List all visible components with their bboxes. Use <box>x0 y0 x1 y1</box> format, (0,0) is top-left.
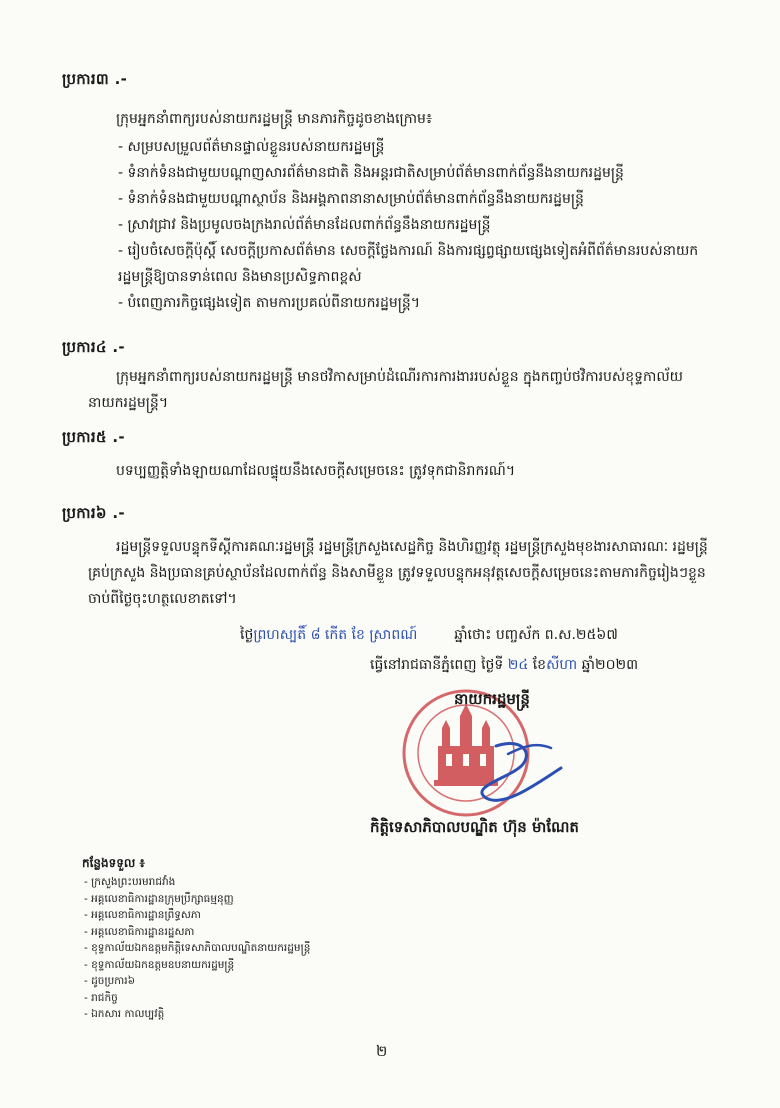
list-item: - អគ្គលេខាធិការដ្ឋានក្រុមប្រឹក្សាធម្មនុញ្ញ <box>84 892 234 905</box>
article-4-text: ក្រុមអ្នកនាំពាក្យរបស់នាយករដ្ឋមន្ត្រី មានថវិកាសម្រាប់ដំណើរការការងាររបស់ខ្លួន ក្នុងកញ្ចប់ថវិការបស់ខុទ្ទកាល័យនាយករដ្ឋមន្ត្រី។ <box>88 369 683 411</box>
article-3-intro: ក្រុមអ្នកនាំពាក្យរបស់នាយករដ្ឋមន្ត្រី មានភារកិច្ចដូចខាងក្រោម៖ <box>116 111 433 127</box>
lunar-day: ព្រហស្បតិ៍ ៨ កើត ខែ ស្រាពណ៍ <box>253 627 418 643</box>
month-prefix: ខែ <box>532 657 547 673</box>
article-4-heading: ប្រការ៤ .- <box>62 338 125 356</box>
date-year: ឆ្នាំ២០២៣ <box>581 657 639 673</box>
page-number: ២ <box>376 1042 388 1060</box>
list-item: - ក្រសួងព្រះបរមរាជវាំង <box>84 876 176 888</box>
list-item: - រៀបចំសេចក្ដីប៉ុស្ដិ៍ សេចក្ដីប្រកាសព័ត៌មាន សេចក្ដីថ្លែងការណ៍ និងការផ្សព្វផ្សាយផ្សេងទៀតអំពីព័ត៌មានរបស់នាយករដ្ឋមន្ត្រីឱ្យបានទាន់ពេល និងមានប្រសិទ្ធភាពខ្ពស់ <box>118 243 699 285</box>
list-item: - សម្របសម្រួលព័ត៌មានផ្ទាល់ខ្លួនរបស់នាយករដ្ឋមន្ត្រី <box>118 139 385 155</box>
list-item: - ដូចប្រការ៦ <box>84 975 136 987</box>
gregorian-date-line <box>370 654 638 676</box>
list-item: - ឯកសារ កាលប្បវត្តិ <box>84 1008 165 1020</box>
list-item: - ខុទ្ទកាល័យឯកឧត្តមកិត្តិទេសាភិបាលបណ្ឌិតនាយករដ្ឋមន្ត្រី <box>84 942 311 954</box>
list-item: - អគ្គលេខាធិការដ្ឋានព្រឹទ្ធសភា <box>84 909 201 921</box>
article-6-text: រដ្ឋមន្ត្រីទទួលបន្ទុកទីស្ដីការគណៈរដ្ឋមន្ត្រី រដ្ឋមន្ត្រីក្រសួងសេដ្ឋកិច្ច និងហិរញ្ញវត្ថុ រដ្ឋមន្ត្រីក្រសួងមុខងារសាធារណៈ រដ្ឋមន្ត្រីគ្រប់ក្រសួង និងប្រធានគ្រប់ស្ថាប័នដែលពាក់ព័ន្ធ និងសាមីខ្លួន ត្រូវទទួលបន្ទុកអនុវត្តសេចក្ដីសម្រេចនេះតាមភារកិច្ចរៀងៗខ្លួន ចាប់ពីថ្ងៃចុះហត្ថលេខាតទៅ។ <box>88 539 708 607</box>
lunar-year: ឆ្នាំថោះ បញ្ចស័ក ព.ស.២៥៦៧ <box>454 627 618 643</box>
list-item: - ខុទ្ទកាល័យឯកឧត្តមឧបនាយករដ្ឋមន្ត្រី <box>84 958 235 971</box>
article-5-text: បទប្បញ្ញត្តិទាំងឡាយណាដែលផ្ទុយនឹងសេចក្ដីសម្រេចនេះ ត្រូវទុកជានិរាករណ៍។ <box>116 463 516 479</box>
prime-minister-title: នាយករដ្ឋមន្ត្រី <box>454 690 530 708</box>
recipients-heading: កន្លែងទទួល ៖ <box>82 856 145 870</box>
lunar-date-prefix: ថ្ងៃ <box>240 627 254 643</box>
list-item: - អគ្គលេខាធិការដ្ឋានរដ្ឋសភា <box>84 925 195 938</box>
lunar-date-line <box>240 624 618 646</box>
recipients-list <box>84 874 310 1023</box>
list-item: - ទំនាក់ទំនងជាមួយបណ្ដាស្ថាប័ន និងអង្គភាពនានាសម្រាប់ព័ត៌មានពាក់ព័ន្ធនឹងនាយករដ្ឋមន្ត្រី <box>118 191 584 207</box>
place-prefix: ធ្វើនៅរាជធានីភ្នំពេញ ថ្ងៃទី <box>370 657 504 673</box>
date-day: ២៤ <box>507 657 529 673</box>
list-item: - ស្រាវជ្រាវ និងប្រមូលចងក្រងរាល់ព័ត៌មានដែលពាក់ព័ន្ធនឹងនាយករដ្ឋមន្ត្រី <box>118 217 491 233</box>
article-3-duties-list <box>118 134 708 316</box>
list-item: - ទំនាក់ទំនងជាមួយបណ្ដាញសារព័ត៌មានជាតិ និងអន្តរជាតិសម្រាប់ព័ត៌មានពាក់ព័ន្ធនឹងនាយករដ្ឋមន្ត្រី <box>118 165 624 181</box>
article-6-heading: ប្រការ៦ .- <box>62 504 125 522</box>
signatory-name: កិត្តិទេសាភិបាលបណ្ឌិត ហ៊ុន ម៉ាណែត <box>370 818 579 836</box>
list-item: - រាជកិច្ច <box>84 991 118 1004</box>
list-item: - បំពេញភារកិច្ចផ្សេងទៀត តាមការប្រគល់ពីនាយករដ្ឋមន្ត្រី។ <box>118 295 421 311</box>
article-3-heading: ប្រការ៣ .- <box>62 70 128 88</box>
date-month: សីហា <box>546 657 578 673</box>
article-5-heading: ប្រការ៥ .- <box>62 428 125 446</box>
